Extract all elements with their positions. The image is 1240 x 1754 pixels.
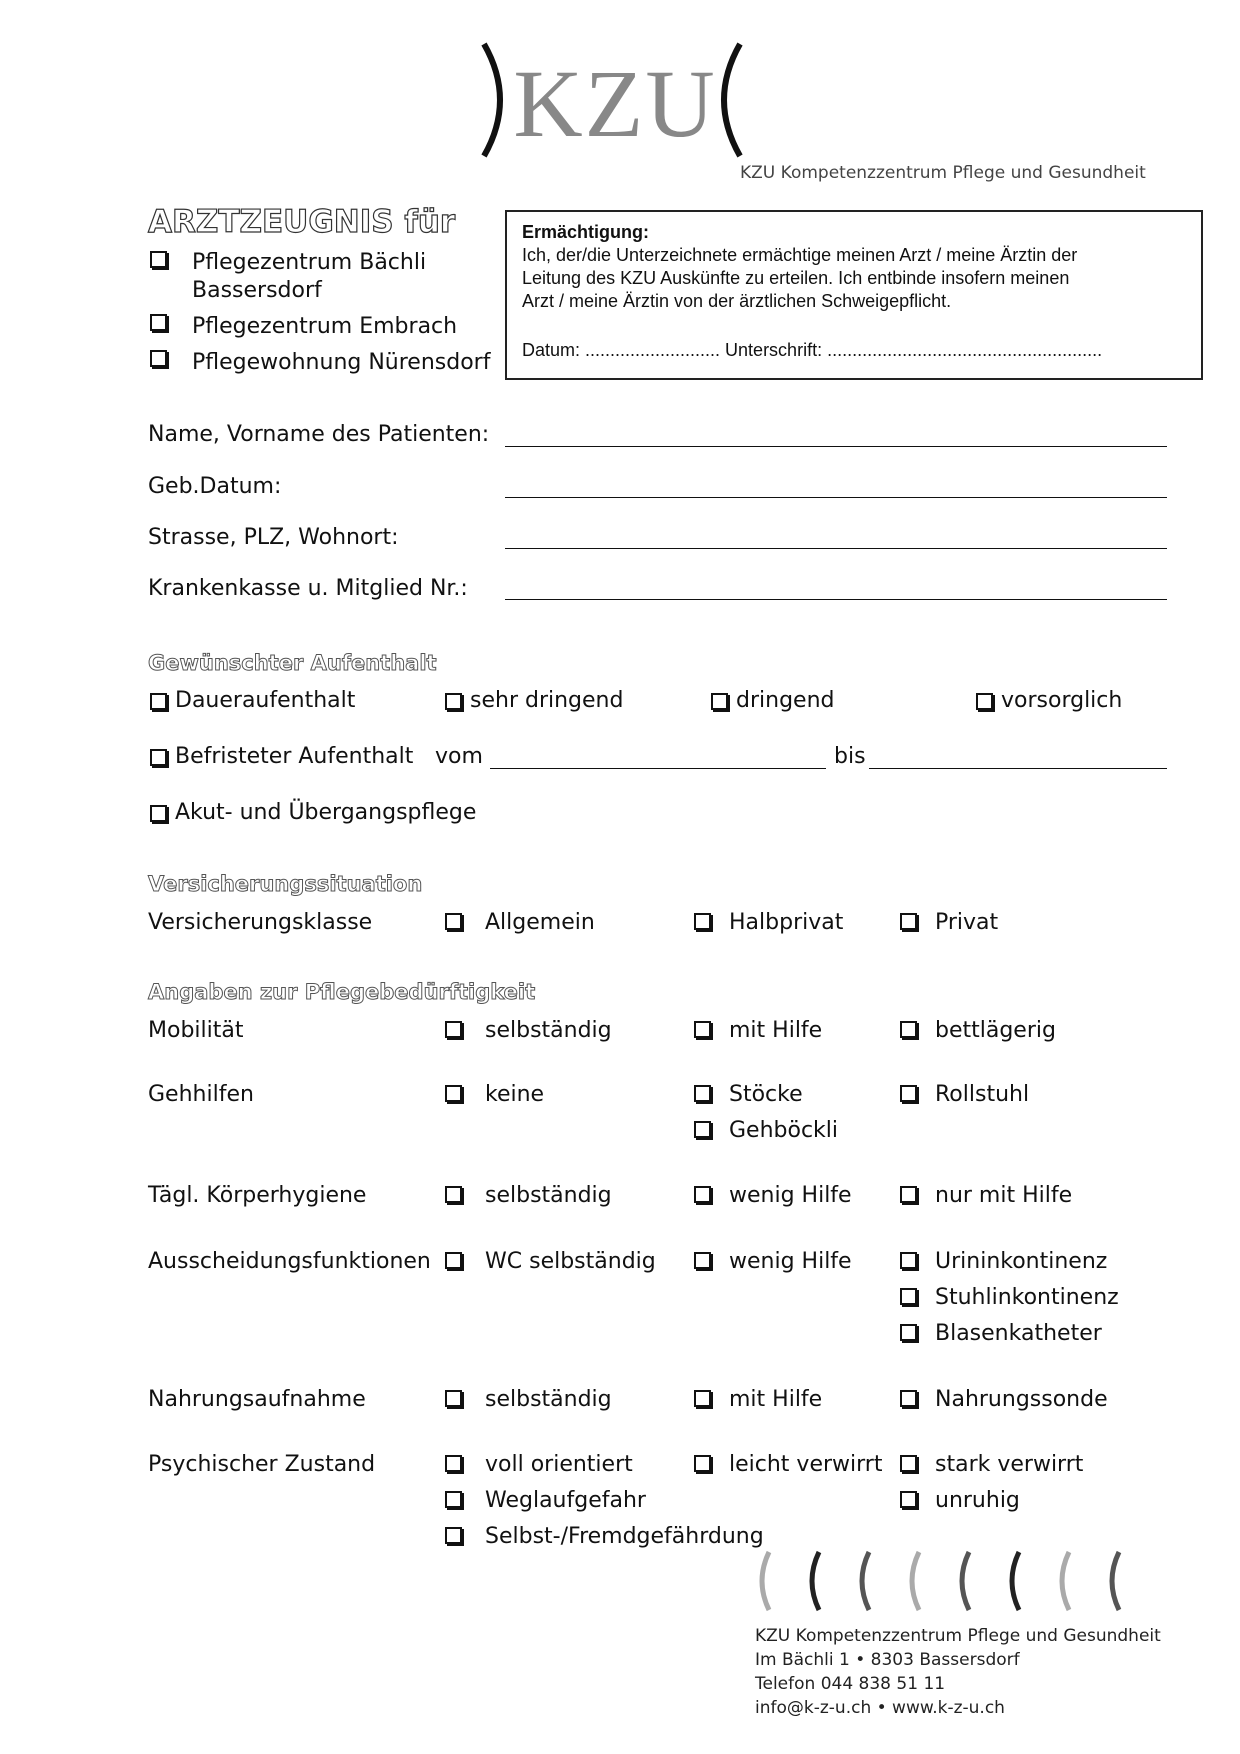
checkbox-precautionary[interactable]	[976, 693, 993, 710]
checkbox-fecal-incontinence[interactable]	[900, 1288, 917, 1305]
option-very-urgent: sehr dringend	[470, 688, 624, 713]
checkbox-mobility-assisted[interactable]	[694, 1021, 711, 1038]
option-urinary-incontinence: Urininkontinenz	[935, 1249, 1108, 1274]
option-self-harm-risk: Selbst-/Fremdgefährdung	[485, 1524, 764, 1549]
option-feeding-tube: Nahrungssonde	[935, 1387, 1108, 1412]
footer-decoration	[755, 1548, 1135, 1614]
checkbox-allgemein[interactable]	[445, 913, 462, 930]
option-mobility-bedridden: bettlägerig	[935, 1018, 1056, 1043]
checkbox-fully-oriented[interactable]	[445, 1455, 462, 1472]
option-privat: Privat	[935, 910, 999, 935]
checkbox-self-harm-risk[interactable]	[445, 1527, 462, 1544]
checkbox-bladder-catheter[interactable]	[900, 1324, 917, 1341]
authorization-line-1: Ich, der/die Unterzeichnete ermächtige meinen Arzt / meine Ärztin der	[522, 245, 1078, 265]
checkbox-aids-walker[interactable]	[694, 1121, 711, 1138]
authorization-line-2: Leitung des KZU Auskünfte zu erteilen. Ich entbinde insofern meinen	[522, 268, 1070, 288]
authorization-signature[interactable]: Datum: ........................... Unterschrift: .......................................................	[522, 340, 1103, 360]
field-input-insurance-nr[interactable]	[505, 599, 1167, 600]
checkbox-very-urgent[interactable]	[445, 693, 462, 710]
option-restless: unruhig	[935, 1488, 1020, 1513]
checkbox-baechli[interactable]	[150, 251, 167, 268]
logo	[478, 38, 758, 163]
checkbox-feeding-tube[interactable]	[900, 1390, 917, 1407]
field-label-insurance-nr: Krankenkasse u. Mitglied Nr.:	[148, 576, 468, 601]
checkbox-temporary[interactable]	[150, 749, 167, 766]
page-title: ARZTZEUGNIS für	[148, 204, 456, 240]
label-from: vom	[435, 744, 483, 769]
option-wandering-risk: Weglaufgefahr	[485, 1488, 646, 1513]
field-label-name: Name, Vorname des Patienten:	[148, 422, 490, 447]
checkbox-halbprivat[interactable]	[694, 913, 711, 930]
checkbox-aids-none[interactable]	[445, 1085, 462, 1102]
option-aids-wheelchair: Rollstuhl	[935, 1082, 1030, 1107]
logo-graphic	[478, 38, 758, 163]
care-label-mobility: Mobilität	[148, 1018, 244, 1043]
facility-baechli: Pflegezentrum Bächli	[192, 250, 427, 275]
checkbox-privat[interactable]	[900, 913, 917, 930]
facility-baechli-location: Bassersdorf	[192, 278, 322, 303]
section-stay-heading: Gewünschter Aufenthalt	[148, 651, 437, 675]
checkbox-acute[interactable]	[150, 805, 167, 822]
care-label-excretion: Ausscheidungsfunktionen	[148, 1249, 431, 1274]
care-label-walking-aids: Gehhilfen	[148, 1082, 254, 1107]
option-aids-none: keine	[485, 1082, 545, 1107]
checkbox-hygiene-independent[interactable]	[445, 1186, 462, 1203]
option-slightly-confused: leicht verwirrt	[729, 1452, 883, 1477]
care-label-hygiene: Tägl. Körperhygiene	[148, 1183, 367, 1208]
option-aids-sticks: Stöcke	[729, 1082, 803, 1107]
checkbox-urgent[interactable]	[711, 693, 728, 710]
checkbox-nutrition-independent[interactable]	[445, 1390, 462, 1407]
facility-nuerensdorf: Pflegewohnung Nürensdorf	[192, 350, 491, 375]
option-nutrition-assisted: mit Hilfe	[729, 1387, 823, 1412]
option-temporary: Befristeter Aufenthalt	[175, 744, 414, 769]
footer-phone: Telefon 044 838 51 11	[755, 1674, 946, 1694]
checkbox-mobility-independent[interactable]	[445, 1021, 462, 1038]
option-acute: Akut- und Übergangspflege	[175, 800, 477, 825]
facility-embrach: Pflegezentrum Embrach	[192, 314, 458, 339]
option-hygiene-little-help: wenig Hilfe	[729, 1183, 852, 1208]
section-care-heading: Angaben zur Pflegebedürftigkeit	[148, 980, 536, 1004]
option-halbprivat: Halbprivat	[729, 910, 844, 935]
option-excretion-little-help: wenig Hilfe	[729, 1249, 852, 1274]
checkbox-aids-sticks[interactable]	[694, 1085, 711, 1102]
option-very-confused: stark verwirrt	[935, 1452, 1084, 1477]
footer-brackets-graphic	[755, 1548, 1135, 1614]
footer-org: KZU Kompetenzzentrum Pflege und Gesundheit	[755, 1626, 1161, 1646]
option-fully-oriented: voll orientiert	[485, 1452, 633, 1477]
option-permanent: Daueraufenthalt	[175, 688, 356, 713]
footer-contact[interactable]: info@k-z-u.ch • www.k-z-u.ch	[755, 1698, 1005, 1718]
option-precautionary: vorsorglich	[1001, 688, 1123, 713]
checkbox-nuerensdorf[interactable]	[150, 350, 167, 367]
option-bladder-catheter: Blasenkatheter	[935, 1321, 1102, 1346]
checkbox-nutrition-assisted[interactable]	[694, 1390, 711, 1407]
checkbox-restless[interactable]	[900, 1491, 917, 1508]
checkbox-embrach[interactable]	[150, 314, 167, 331]
care-label-mental-state: Psychischer Zustand	[148, 1452, 376, 1477]
svg-text:KZU: KZU	[513, 50, 717, 157]
checkbox-aids-wheelchair[interactable]	[900, 1085, 917, 1102]
care-label-nutrition: Nahrungsaufnahme	[148, 1387, 366, 1412]
option-hygiene-independent: selbständig	[485, 1183, 612, 1208]
field-label-birthdate: Geb.Datum:	[148, 474, 282, 499]
label-to: bis	[834, 744, 866, 769]
field-input-address[interactable]	[505, 548, 1167, 549]
field-input-name[interactable]	[505, 446, 1167, 447]
checkbox-excretion-wc[interactable]	[445, 1252, 462, 1269]
option-nutrition-independent: selbständig	[485, 1387, 612, 1412]
option-mobility-independent: selbständig	[485, 1018, 612, 1043]
checkbox-permanent[interactable]	[150, 693, 167, 710]
option-mobility-assisted: mit Hilfe	[729, 1018, 823, 1043]
footer-address: Im Bächli 1 • 8303 Bassersdorf	[755, 1650, 1020, 1670]
option-allgemein: Allgemein	[485, 910, 595, 935]
input-to-date[interactable]	[869, 768, 1167, 769]
option-hygiene-only-help: nur mit Hilfe	[935, 1183, 1073, 1208]
field-label-address: Strasse, PLZ, Wohnort:	[148, 525, 399, 550]
checkbox-hygiene-only-help[interactable]	[900, 1186, 917, 1203]
insurance-class-label: Versicherungsklasse	[148, 910, 373, 935]
input-from-date[interactable]	[490, 768, 826, 769]
option-aids-walker: Gehböckli	[729, 1118, 839, 1143]
checkbox-hygiene-little-help[interactable]	[694, 1186, 711, 1203]
checkbox-very-confused[interactable]	[900, 1455, 917, 1472]
authorization-heading: Ermächtigung:	[522, 222, 650, 242]
option-fecal-incontinence: Stuhlinkontinenz	[935, 1285, 1119, 1310]
option-urgent: dringend	[736, 688, 835, 713]
section-insurance-heading: Versicherungssituation	[148, 872, 423, 896]
authorization-line-3: Arzt / meine Ärztin von der ärztlichen Schweigepflicht.	[522, 291, 952, 311]
option-excretion-wc: WC selbständig	[485, 1249, 656, 1274]
checkbox-wandering-risk[interactable]	[445, 1491, 462, 1508]
checkbox-mobility-bedridden[interactable]	[900, 1021, 917, 1038]
checkbox-slightly-confused[interactable]	[694, 1455, 711, 1472]
authorization-box	[505, 210, 1203, 380]
field-input-birthdate[interactable]	[505, 497, 1167, 498]
checkbox-excretion-little-help[interactable]	[694, 1252, 711, 1269]
checkbox-urinary-incontinence[interactable]	[900, 1252, 917, 1269]
header-subtitle: KZU Kompetenzzentrum Pflege und Gesundheit	[740, 163, 1146, 183]
